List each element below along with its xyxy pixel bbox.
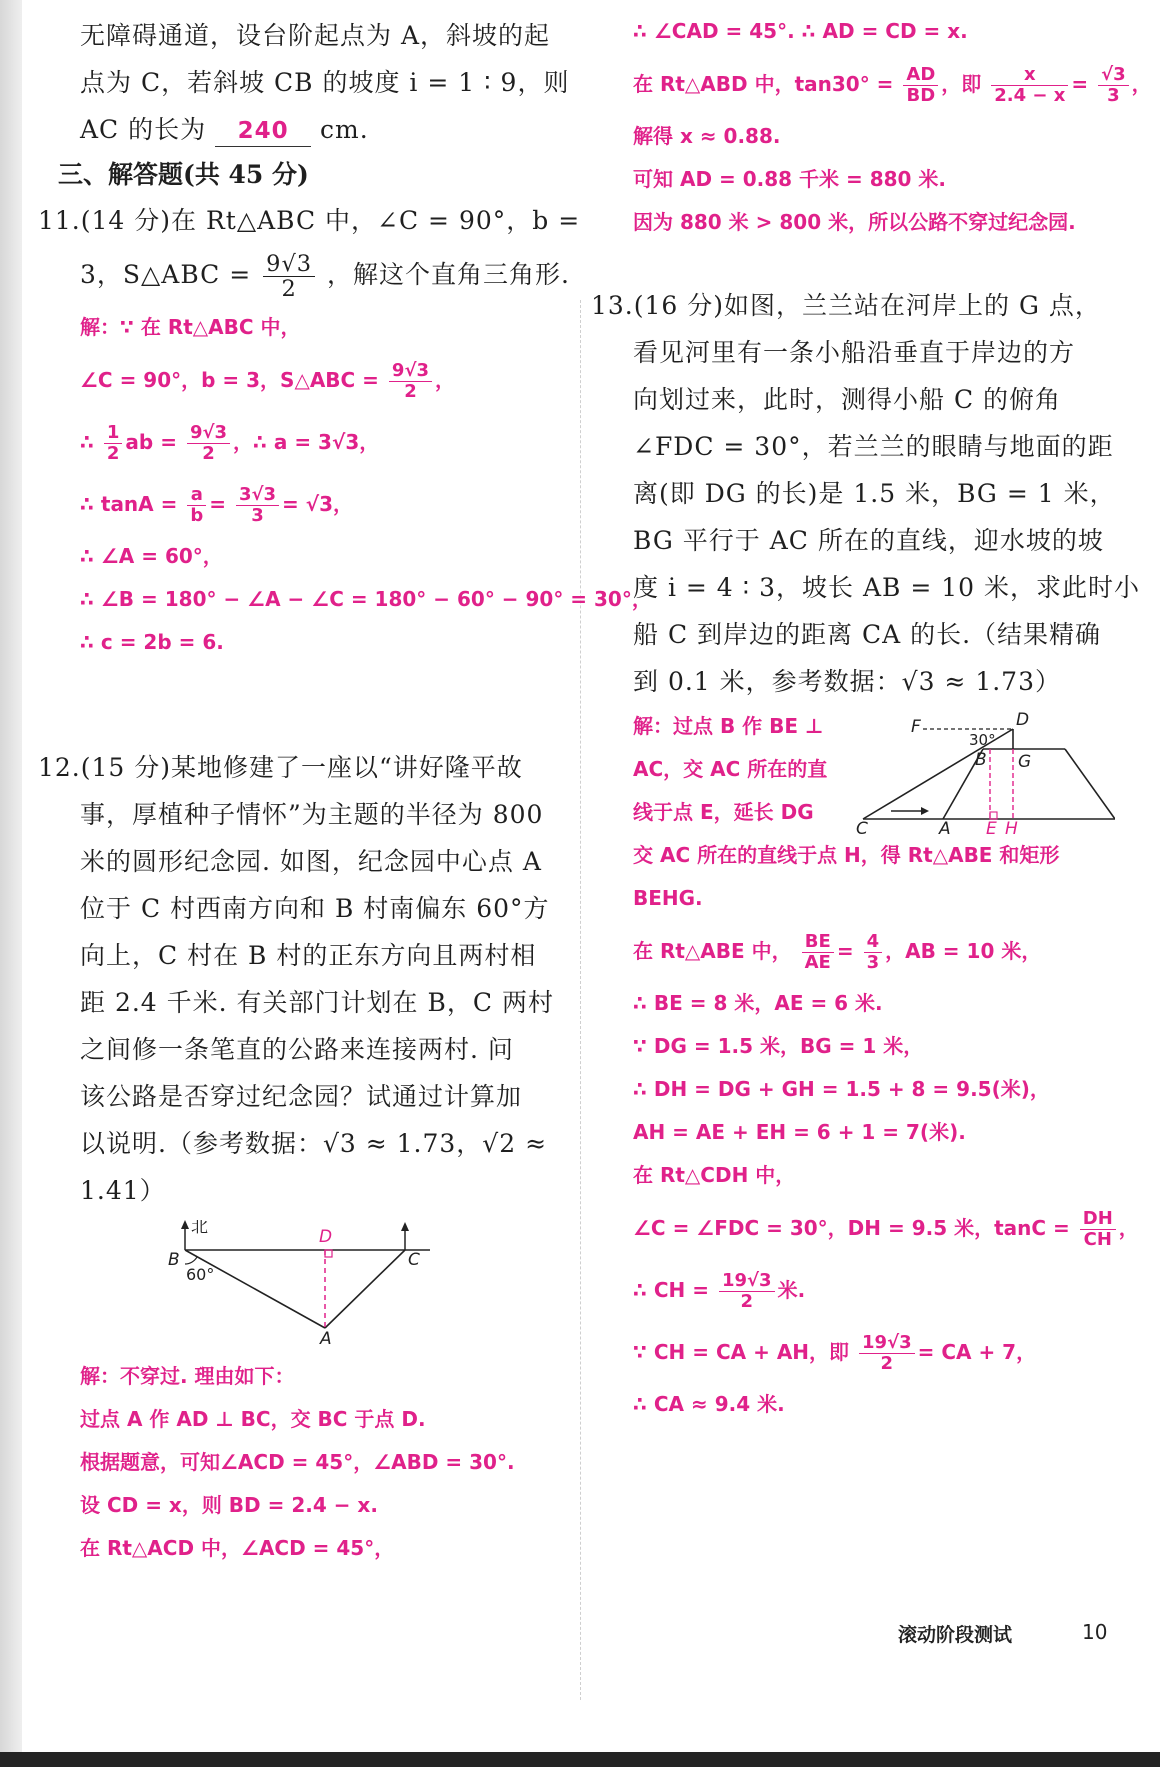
q11-sol-2-frac	[389, 361, 432, 402]
q13-sol-6-eq: =	[836, 939, 854, 963]
spacer	[613, 244, 1133, 282]
label-angle-30: 30°	[969, 731, 996, 749]
q13-diagram	[853, 707, 1115, 835]
q11-line-2	[60, 244, 580, 306]
q11-sol-2-post: ，	[434, 368, 455, 392]
spacer	[60, 664, 580, 744]
q13-sol-6-frac-2	[864, 932, 883, 973]
q13-sol-10: AH = AE + EH = 6 + 1 = 7(米).	[633, 1120, 966, 1144]
q13-sol-9: ∴ DH = DG + GH = 1.5 + 8 = 9.5(米)，	[633, 1077, 1050, 1101]
label-b: B	[168, 1250, 180, 1270]
frac-den: 3	[251, 505, 264, 526]
q11-sol-4-frac-2	[236, 485, 279, 526]
frac-num: 9√3	[187, 423, 230, 444]
q12-line-9: 以说明.（参考数据：√3 ≈ 1.73，√2 ≈	[80, 1129, 548, 1158]
label-h: H	[1005, 819, 1018, 835]
q11-sol-4-eq: =	[209, 492, 226, 516]
q11-sol-2	[60, 349, 580, 411]
q13-sol-5: BEHG.	[633, 886, 703, 910]
q13-sol-7: ∴ BE = 8 米，AE = 6 米.	[633, 991, 883, 1015]
frac-den: 3	[866, 952, 880, 973]
frac-num: 19√3	[719, 1271, 775, 1292]
label-a: A	[320, 1329, 332, 1345]
q10-answer-blank: 240	[215, 116, 311, 147]
label-b2: B	[975, 750, 987, 770]
q11-line-2-post: ，解这个直角三角形.	[327, 260, 570, 289]
q12-sol-10: 因为 880 米 > 800 米，所以公路不穿过纪念园.	[633, 210, 1076, 234]
q11-area-fraction	[263, 252, 315, 302]
label-g: G	[1018, 752, 1032, 772]
q13-sol-11: 在 Rt△CDH 中，	[633, 1163, 796, 1187]
q12-diagram	[160, 1220, 450, 1345]
q12-sol-7-mid: ，即	[941, 72, 982, 96]
q11-sol-4	[60, 473, 580, 535]
label-angle-60: 60°	[186, 1265, 215, 1284]
page-number: 10	[1082, 1620, 1108, 1644]
q12-sol-7-frac-3	[1098, 65, 1129, 106]
q13-sol-12	[613, 1197, 1139, 1259]
label-c: C	[408, 1250, 420, 1270]
q13-line-1	[591, 282, 1133, 329]
q11-sol-6: ∴ ∠B = 180° − ∠A − ∠C = 180° − 60° − 90° = 30°，	[80, 587, 652, 611]
q13-sol-6-frac-1	[802, 932, 834, 973]
frac-num: AD	[903, 65, 938, 86]
q13-sol-6-pre: 在 Rt△ABE 中，	[633, 939, 792, 963]
q11-sol-4-pre: ∴ tanA =	[80, 492, 178, 516]
q12-line-8: 该公路是否穿过纪念园？试通过计算加	[80, 1082, 523, 1111]
q12-sol-6: ∴ ∠CAD = 45°. ∴ AD = CD = x.	[633, 19, 968, 43]
frac-den: BD	[906, 85, 936, 106]
segment-ca	[325, 1250, 405, 1328]
north-arrow-b-head	[181, 1220, 189, 1229]
q12-sol-7-pre: 在 Rt△ABD 中，tan30° =	[633, 72, 894, 96]
q12-sol-8: 解得 x ≈ 0.88.	[633, 124, 781, 148]
q12-line-10: 1.41）	[80, 1176, 166, 1205]
q13-sol-13-pre: ∴ CH =	[633, 1278, 710, 1302]
left-column	[38, 12, 652, 1570]
label-f: F	[911, 717, 921, 737]
q12-sol-4: 设 CD = x，则 BD = 2.4 − x.	[80, 1493, 378, 1517]
q12-line-6: 距 2.4 千米. 有关部门计划在 B，C 两村	[80, 988, 554, 1017]
q13-sol-8: ∵ DG = 1.5 米，BG = 1 米，	[633, 1034, 924, 1058]
q12-sol-7-frac-1	[903, 65, 938, 106]
frac-den: CH	[1083, 1229, 1112, 1250]
q13-sol-4: 交 AC 所在的直线于点 H，得 Rt△ABE 和矩形	[633, 843, 1060, 867]
q13-sol-14-frac	[859, 1333, 915, 1374]
q13-sol-side-2: AC，交 AC 所在的直	[633, 757, 828, 781]
q12-sol-2: 过点 A 作 AD ⊥ BC，交 BC 于点 D.	[80, 1407, 426, 1431]
q13-sol-side-1: 解：过点 B 作 BE ⊥	[633, 714, 824, 738]
q11-sol-3-mid: ab =	[125, 430, 177, 454]
frac-num: DH	[1080, 1209, 1116, 1230]
q11-sol-3-pre: ∴	[80, 430, 94, 454]
q13-sol-13	[613, 1259, 1133, 1321]
q11-line-2-pre: 3，S△ABC =	[80, 260, 252, 289]
q11-text-1: 11.(14 分)在 Rt△ABC 中，∠C = 90°，b =	[38, 206, 581, 235]
q13-solution-with-diagram	[613, 705, 1133, 834]
frac-num: 3√3	[236, 485, 279, 506]
q11-sol-3-post: ，∴ a = 3√3，	[233, 430, 380, 454]
q11-sol-3-frac-1	[104, 423, 123, 464]
right-angle-mark-d	[325, 1250, 332, 1257]
q12-line-1	[38, 744, 580, 791]
q11-sol-3	[60, 411, 580, 473]
q12-sol-5: 在 Rt△ACD 中，∠ACD = 45°，	[80, 1536, 395, 1560]
frac-num: 19√3	[859, 1333, 915, 1354]
angle-arc-b	[185, 1257, 197, 1264]
frac-den: 2	[202, 443, 215, 464]
segment-ba	[185, 1250, 325, 1328]
label-d: D	[319, 1227, 333, 1247]
q12-line-7: 之间修一条笔直的公路来连接两村. 问	[80, 1035, 514, 1064]
q10-line-2: 点为 C，若斜坡 CB 的坡度 i = 1 ∶ 9，则	[80, 68, 570, 97]
label-c2: C	[856, 819, 868, 835]
q11-sol-7: ∴ c = 2b = 6.	[80, 630, 224, 654]
q13-line-4: ∠FDC = 30°，若兰兰的眼睛与地面的距	[633, 432, 1114, 461]
q13-sol-6	[613, 920, 1133, 982]
label-a2: A	[939, 819, 951, 835]
label-e: E	[986, 819, 997, 835]
q13-sol-14-post: = CA + 7，	[917, 1340, 1037, 1364]
frac-den: 2	[880, 1353, 894, 1374]
q11-sol-4-post: = √3，	[282, 492, 354, 516]
frac-den: AE	[804, 952, 831, 973]
q13-sol-14	[613, 1321, 1133, 1383]
frac-num: a	[187, 485, 206, 506]
frac-num: 4	[864, 932, 883, 953]
q13-sol-12-frac	[1080, 1209, 1116, 1250]
frac-den: 2	[281, 276, 297, 302]
q12-line-4: 位于 C 村西南方向和 B 村南偏东 60°方	[80, 894, 550, 923]
north-arrow-c-head	[401, 1222, 409, 1231]
q12-line-3: 米的圆形纪念园. 如图，纪念园中心点 A	[80, 847, 542, 876]
section-title: 三、解答题(共 45 分)	[58, 160, 309, 189]
boat-arrow-head	[921, 807, 929, 815]
q11-sol-5: ∴ ∠A = 60°，	[80, 544, 223, 568]
frac-num: BE	[802, 932, 834, 953]
q11-line-1	[38, 197, 581, 244]
q10-line-1: 无障碍通道，设台阶起点为 A，斜坡的起	[80, 21, 551, 50]
q13-line-9: 到 0.1 米，参考数据：√3 ≈ 1.73）	[633, 667, 1061, 696]
q13-text-1: 13.(16 分)如图，兰兰站在河岸上的 G 点，	[591, 291, 1101, 320]
q12-sol-1: 解：不穿过. 理由如下：	[80, 1364, 295, 1388]
frac-den: b	[190, 505, 204, 526]
frac-num: 1	[104, 423, 123, 444]
frac-num: x	[991, 65, 1068, 86]
label-north: 北	[191, 1220, 208, 1237]
q12-sol-7-eq: =	[1071, 72, 1089, 96]
q11-sol-1: 解：∵ 在 Rt△ABC 中，	[80, 315, 301, 339]
frac-num: 9√3	[263, 252, 315, 278]
right-angle-mark-e	[990, 812, 997, 819]
q13-sol-12-post: ，	[1118, 1216, 1139, 1240]
frac-den: 2.4 − x	[994, 85, 1066, 106]
frac-num: √3	[1098, 65, 1129, 86]
q12-sol-9: 可知 AD = 0.88 千米 = 880 米.	[633, 167, 947, 191]
q13-sol-13-post: 米.	[777, 1278, 806, 1302]
q13-line-8: 船 C 到岸边的距离 CA 的长.（结果精确	[633, 620, 1102, 649]
q12-sol-7-frac-2	[991, 65, 1068, 106]
q10-line-3-pre: AC 的长为	[80, 115, 207, 144]
q12-text-1: 12.(15 分)某地修建了一座以“讲好隆平故	[38, 753, 523, 782]
q13-line-5: 离(即 DG 的长)是 1.5 米，BG = 1 米，	[633, 479, 1116, 508]
q12-sol-3: 根据题意，可知∠ACD = 45°，∠ABD = 30°.	[80, 1450, 515, 1474]
label-d2: D	[1016, 710, 1030, 730]
frac-den: 2	[740, 1291, 754, 1312]
q12-line-2: 事，厚植种子情怀”为主题的半径为 800	[80, 800, 544, 829]
frac-den: 2	[106, 443, 120, 464]
q13-line-3: 向划过来，此时，测得小船 C 的俯角	[633, 385, 1062, 414]
frac-den: 3	[1107, 85, 1120, 106]
q13-line-2: 看见河里有一条小船沿垂直于岸边的方	[633, 338, 1076, 367]
q11-sol-4-frac-1	[187, 485, 206, 526]
column-divider	[580, 300, 581, 1700]
q11-sol-3-frac-2	[187, 423, 230, 464]
footer-label: 滚动阶段测试	[898, 1624, 1013, 1646]
right-column	[591, 10, 1152, 1426]
q13-line-6: BG 平行于 AC 所在的直线，迎水坡的坡	[633, 526, 1104, 555]
frac-den: 2	[404, 381, 417, 402]
bottom-bar	[0, 1752, 1160, 1767]
q12-line-5: 向上，C 村在 B 村的正东方向且两村相	[80, 941, 537, 970]
q10-line-3	[60, 106, 580, 153]
q13-sol-side-3: 线于点 E，延长 DG	[633, 800, 814, 824]
page-edge-shadow	[0, 0, 22, 1767]
q13-sol-14-pre: ∵ CH = CA + AH，即	[633, 1340, 850, 1364]
q13-line-7: 度 i = 4 ∶ 3，坡长 AB = 10 米，求此时小	[633, 573, 1140, 602]
q12-sol-7	[613, 53, 1152, 115]
q13-sol-15: ∴ CA ≈ 9.4 米.	[633, 1392, 785, 1416]
q12-sol-7-post: ，	[1131, 72, 1152, 96]
right-bank	[1065, 749, 1115, 819]
q13-sol-6-post: ，AB = 10 米，	[885, 939, 1042, 963]
q11-sol-2-pre: ∠C = 90°，b = 3，S△ABC =	[80, 368, 379, 392]
q13-sol-13-frac	[719, 1271, 775, 1312]
q13-sol-12-pre: ∠C = ∠FDC = 30°，DH = 9.5 米，tanC =	[633, 1216, 1070, 1240]
q10-line-3-post: cm.	[320, 115, 369, 144]
frac-num: 9√3	[389, 361, 432, 382]
